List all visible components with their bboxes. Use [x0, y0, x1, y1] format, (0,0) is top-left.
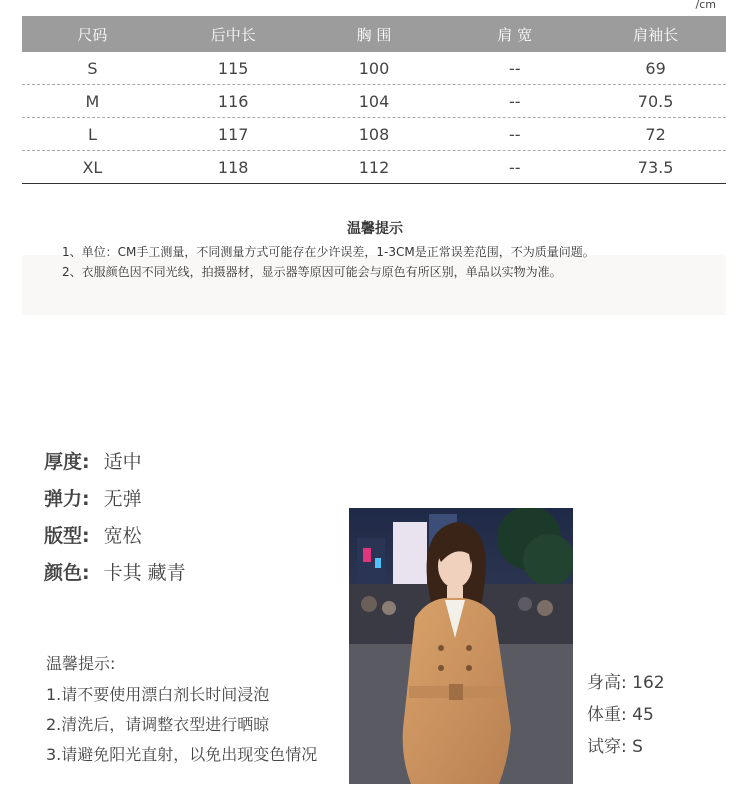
table-row [22, 85, 726, 118]
cell-back-length: 115 [217, 58, 249, 78]
spec-color [44, 558, 186, 585]
model-size: 试穿: S [587, 737, 643, 757]
spec-value: 宽松 [103, 525, 142, 547]
cell-shoulder: -- [509, 124, 521, 144]
spec-fit [44, 521, 142, 548]
cell-size: S [87, 58, 98, 78]
table-row [22, 151, 726, 184]
cell-shoulder: -- [509, 91, 521, 111]
care-line-3: 3.请避免阳光直射，以免出现变色情况 [46, 745, 318, 764]
tips-title: 温馨提示 [347, 221, 403, 237]
cell-back-length: 118 [217, 157, 249, 177]
size-table-header [22, 16, 726, 52]
spec-key: 弹力: [44, 488, 90, 510]
cell-size: L [87, 124, 97, 144]
model-photo [349, 508, 573, 784]
cell-chest: 108 [358, 124, 390, 144]
table-row [22, 118, 726, 151]
spec-key: 版型: [44, 525, 90, 547]
cell-chest: 100 [358, 58, 390, 78]
cell-sleeve: 72 [645, 124, 666, 144]
model-height: 身高: 162 [587, 673, 665, 693]
spec-thickness [44, 447, 142, 474]
cell-chest: 112 [358, 157, 390, 177]
cell-shoulder: -- [509, 58, 521, 78]
cell-size: M [85, 91, 100, 111]
spec-value: 适中 [103, 451, 142, 473]
spec-value: 卡其 藏青 [103, 562, 186, 584]
cell-shoulder: -- [509, 157, 521, 177]
spec-key: 颜色: [44, 562, 90, 584]
spec-value: 无弹 [103, 488, 142, 510]
cell-sleeve: 70.5 [637, 91, 674, 111]
header-sleeve: 肩袖长 [633, 25, 679, 44]
care-line-1: 1.请不要使用漂白剂长时间浸泡 [46, 685, 270, 704]
spec-elasticity [44, 484, 142, 511]
tip-line-1: 1、单位：CM手工测量，不同测量方式可能存在少许误差，1-3CM是正常误差范围，不为质量问题。 [62, 245, 595, 259]
header-size: 尺码 [77, 25, 108, 44]
model-weight: 体重: 45 [587, 705, 654, 725]
spec-key: 厚度: [44, 451, 90, 473]
size-table [22, 16, 726, 184]
unit-label: /cm [695, 0, 716, 11]
cell-chest: 104 [358, 91, 390, 111]
header-shoulder: 肩 宽 [497, 25, 533, 44]
header-back-length: 后中长 [210, 25, 256, 44]
cell-sleeve: 69 [645, 58, 666, 78]
care-title: 温馨提示: [46, 654, 116, 673]
care-line-2: 2.清洗后，请调整衣型进行晒晾 [46, 715, 270, 734]
cell-back-length: 116 [217, 91, 249, 111]
cell-sleeve: 73.5 [637, 157, 674, 177]
tip-line-2: 2、衣服颜色因不同光线，拍摄器材，显示器等原因可能会与原色有所区别，单品以实物为准。 [62, 265, 562, 279]
cell-back-length: 117 [217, 124, 249, 144]
cell-size: XL [82, 157, 103, 177]
header-chest: 胸 围 [356, 25, 392, 44]
table-row [22, 52, 726, 85]
